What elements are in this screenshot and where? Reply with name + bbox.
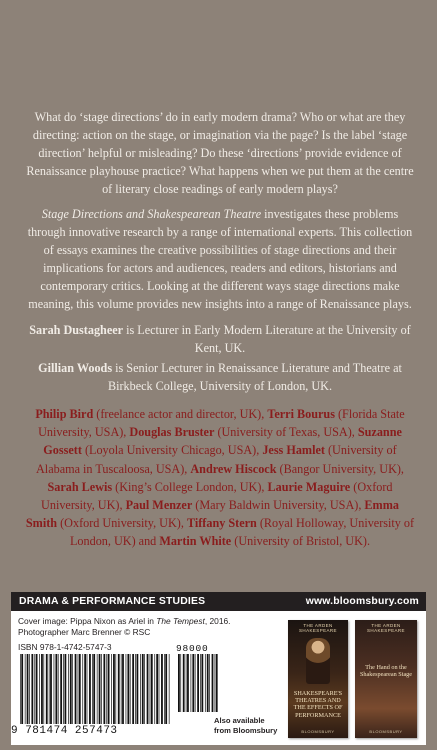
- book-title: SHAKESPEARE'S THEATRES AND THE EFFECTS OF PERFORMANCE: [293, 690, 343, 719]
- contributor-name: Jess Hamlet: [262, 443, 325, 458]
- book-publisher: BLOOMSBURY: [301, 729, 335, 734]
- editor-desc: is Senior Lecturer in Renaissance Literature and Theatre at Birkbeck College, University of London, UK.: [107, 361, 402, 393]
- blurb-paragraph-1: What do ‘stage directions’ do in early modern drama? Who or what are they directing: action on the stage, or imagination via the page? Is the label ‘stage direction’ helpful or misleading? Do these ‘directions’ provide evidence of Renaissance playhouse practice? What happens when we put them at the centre of literary close readings of early modern plays?: [26, 110, 414, 196]
- contributor-name: Tiffany Stern: [186, 516, 257, 531]
- blurb-paragraph-2: [24, 205, 416, 313]
- editor-desc: is Lecturer in Early Modern Literature at the University of Kent, UK.: [123, 323, 411, 355]
- credit-text: , 2016.: [204, 616, 231, 626]
- contributor-name: Laurie Maguire: [267, 479, 351, 494]
- actor-image: [306, 638, 330, 684]
- category-label: DRAMA & PERFORMANCE STUDIES: [19, 596, 206, 607]
- contributor-name: Suzanne Gossett: [43, 425, 402, 458]
- book-publisher: BLOOMSBURY: [369, 729, 403, 734]
- cover-credit-line-1: [18, 616, 278, 627]
- barcode-number: 9 781474 257473: [11, 725, 118, 737]
- barcode: [20, 654, 170, 724]
- book-series-label: THE ARDEN SHAKESPEARE: [299, 623, 337, 633]
- contributor-affiliation: (University of Texas, USA),: [214, 425, 358, 440]
- price-barcode: [178, 654, 218, 712]
- editor-name: Gillian Woods: [38, 361, 113, 375]
- contributor-name: Emma Smith: [25, 498, 399, 531]
- book-cover-thumbnail[interactable]: [288, 620, 348, 738]
- contributor-affiliation: (University of Bristol, UK).: [231, 534, 371, 549]
- credit-text: Cover image: Pippa Nixon as Ariel in: [18, 616, 157, 626]
- book-cover-thumbnail[interactable]: [355, 620, 417, 738]
- contributor-name: Andrew Hiscock: [190, 461, 277, 476]
- cover-credit-line-2: Photographer Marc Brenner © RSC: [18, 627, 151, 637]
- book-title-italic: Stage Directions and Shakespearean Theatre: [41, 207, 262, 221]
- isbn-label: ISBN 978-1-4742-5747-3: [18, 642, 112, 652]
- contributor-affiliation: (Oxford University, UK),: [41, 479, 393, 513]
- contributor-affiliation: (Loyola University Chicago, USA),: [81, 443, 263, 458]
- contributor-name: Martin White: [159, 534, 232, 549]
- contributor-affiliation: (Mary Baldwin University, USA),: [192, 498, 365, 513]
- editor-bio: [24, 359, 416, 395]
- editor-bio: [24, 321, 416, 357]
- price-code: 98000: [176, 643, 209, 654]
- contributors-list: [24, 405, 416, 551]
- blurb-paragraph-2-text: investigates these problems through innovative research by a range of international experts. This collection of essays examines the creative possibilities of stage directions and their implications for actors and audiences, readers and editors, historians and contemporary critics. Looking at the different ways stage directions make meaning, this volume provides new insights into a range of Renaissance plays.: [27, 207, 413, 311]
- blurb: [24, 108, 416, 320]
- book-series-label: THE ARDEN SHAKESPEARE: [367, 623, 405, 633]
- contributor-affiliation: (King’s College London, UK),: [112, 479, 268, 494]
- contributor-affiliation: (Oxford University, UK),: [57, 516, 187, 531]
- contributor-name: Paul Menzer: [125, 498, 193, 513]
- credit-play-title: The Tempest: [156, 616, 205, 626]
- book-title: The Hand on the Shakespearean Stage: [359, 664, 413, 679]
- contributor-affiliation: (University of Alabama in Tuscaloosa, USA),: [36, 443, 397, 476]
- cover-credit: [18, 616, 278, 638]
- bottom-panel: [11, 592, 426, 745]
- contributor-name: Philip Bird: [35, 407, 94, 421]
- contributor-affiliation: (Royal Holloway, University of London, UK) and: [69, 516, 415, 549]
- contributor-name: Sarah Lewis: [47, 479, 113, 494]
- editor-name: Sarah Dustagheer: [29, 323, 124, 337]
- also-available-label: Also available from Bloomsbury: [214, 716, 278, 735]
- publisher-website[interactable]: www.bloomsbury.com: [305, 596, 419, 607]
- contributor-affiliation: (freelance actor and director, UK),: [93, 407, 268, 421]
- contributor-name: Douglas Bruster: [129, 425, 215, 440]
- contributor-affiliation: (Bangor University, UK),: [276, 461, 404, 476]
- category-bar: [11, 592, 426, 611]
- contributor-affiliation: (Florida State University, USA),: [38, 407, 405, 440]
- contributor-name: Terri Bourus: [267, 407, 335, 421]
- editors-bios: [24, 321, 416, 397]
